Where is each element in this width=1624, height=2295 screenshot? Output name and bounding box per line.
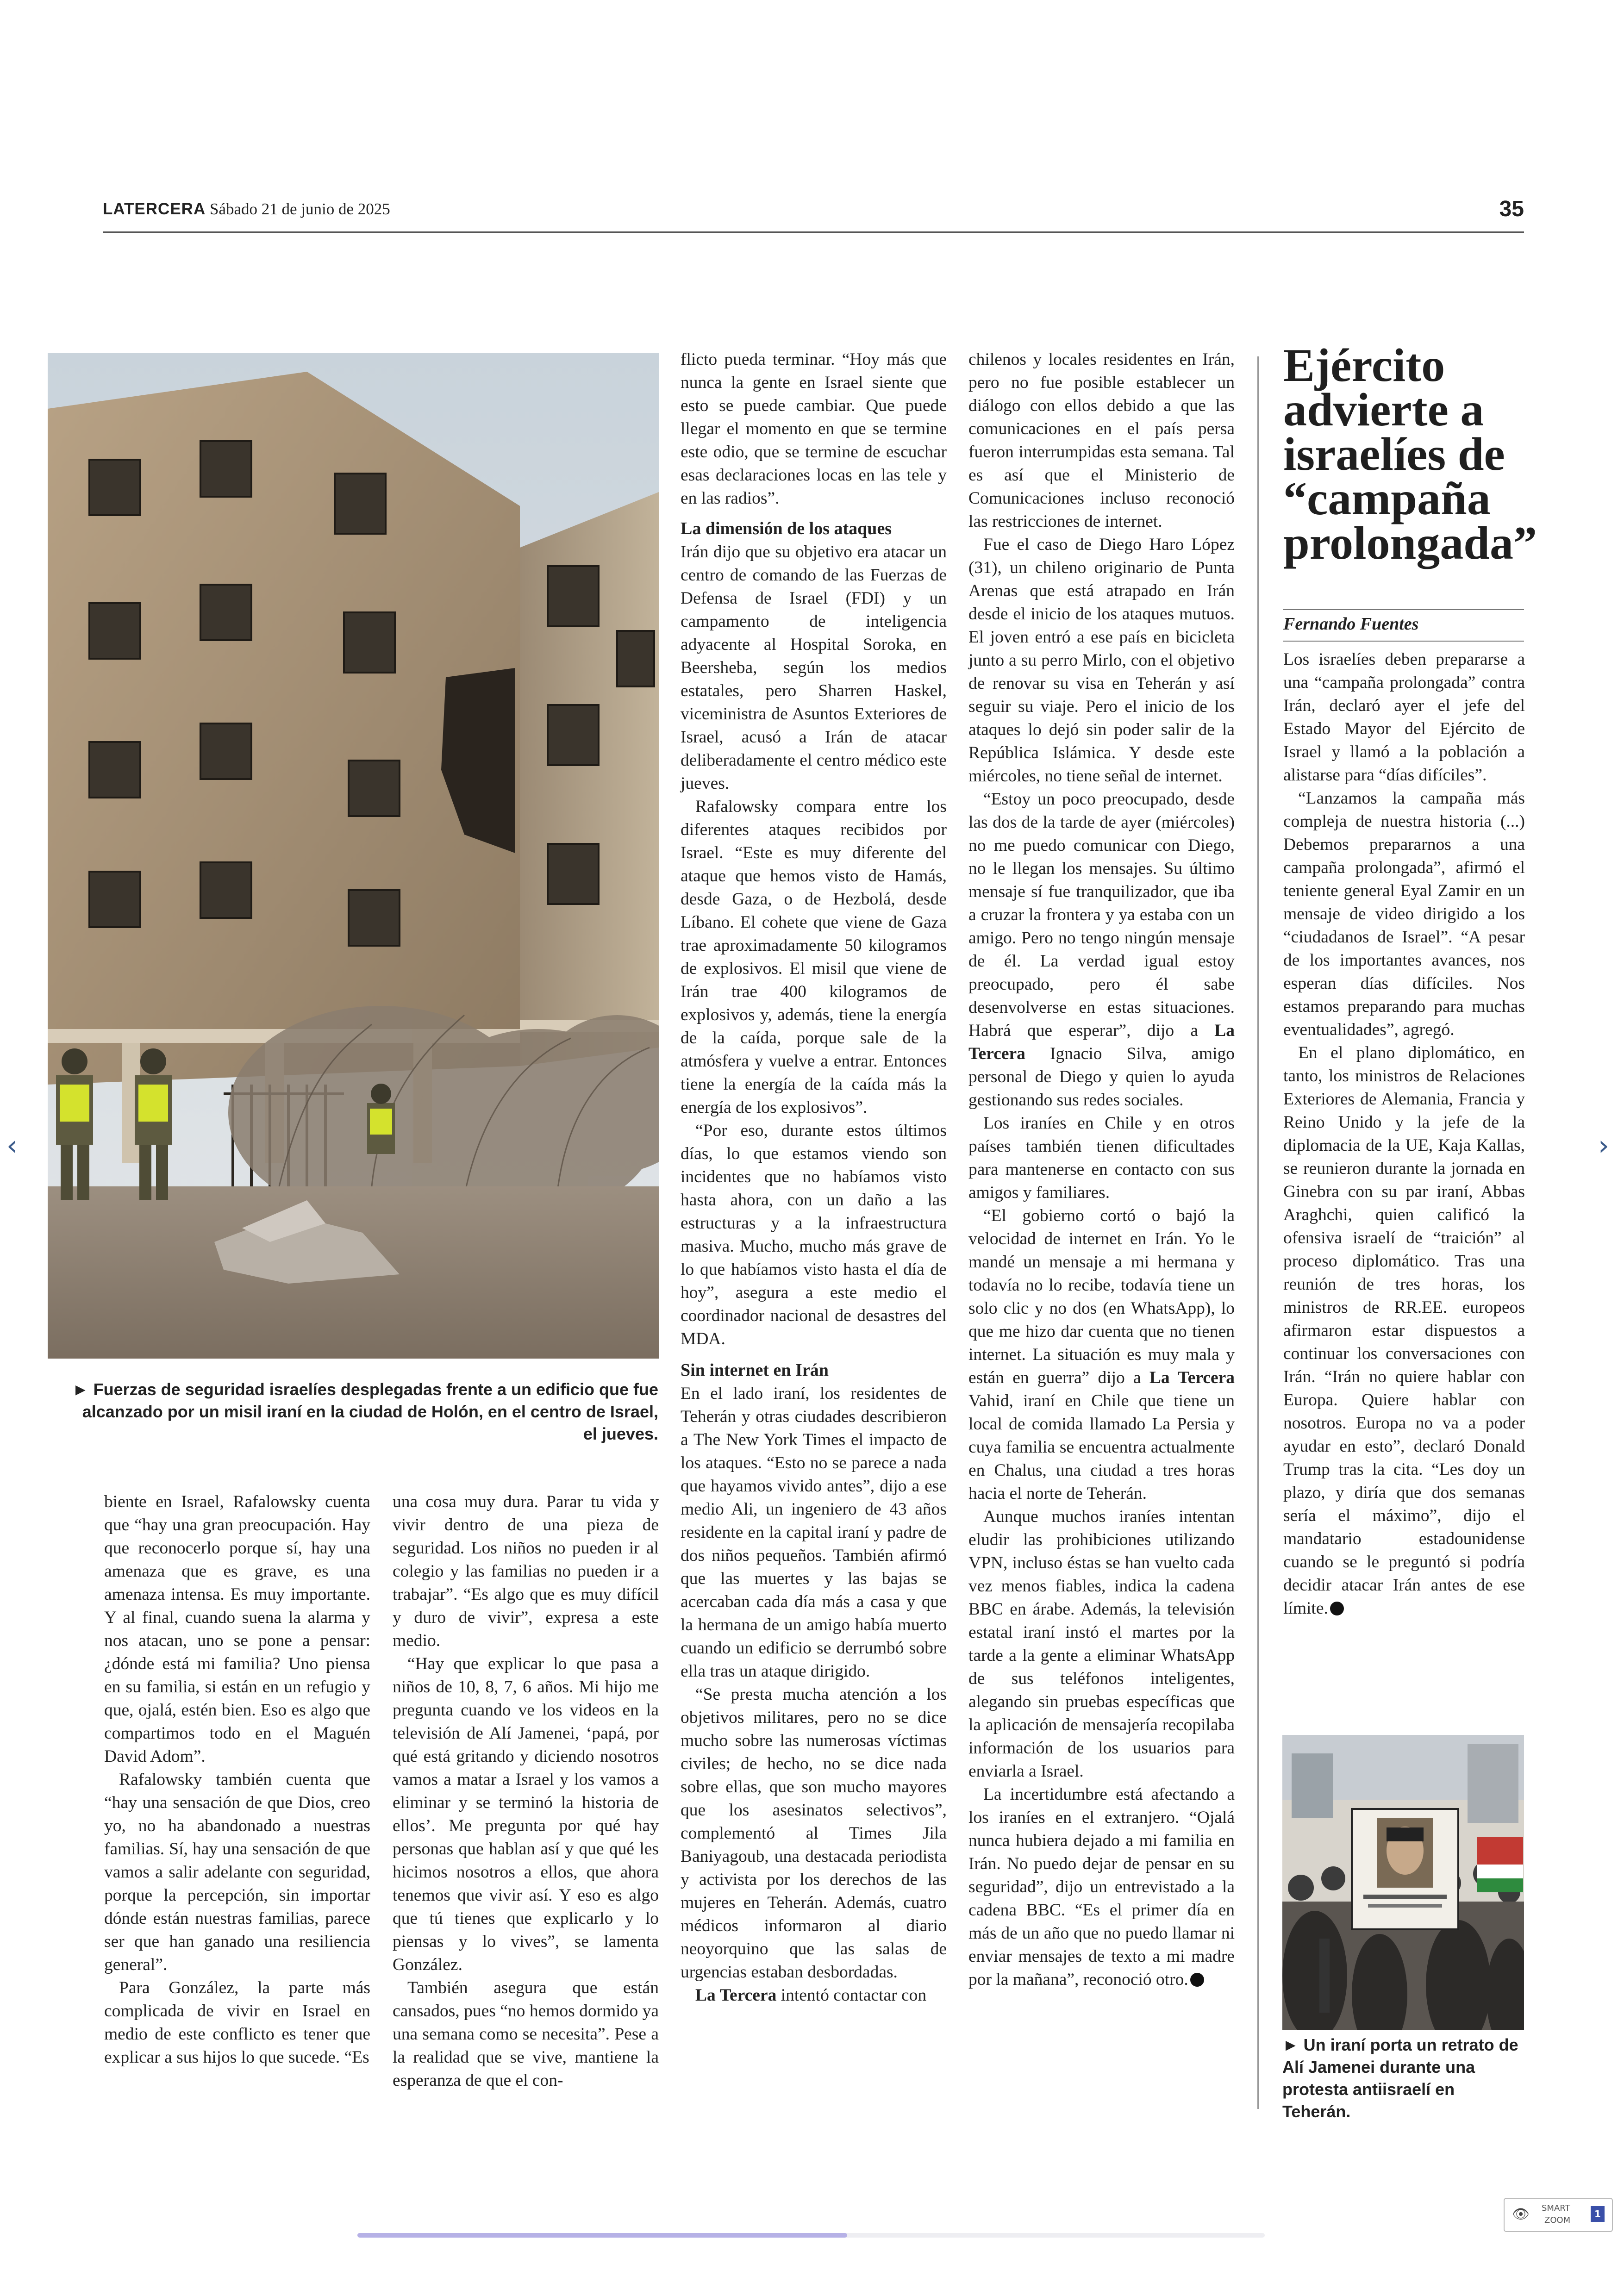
paragraph: Los iraníes en Chile y en otros países también tienen dificultades para mantenerse en contacto con sus amigos y familiares. xyxy=(968,1114,1235,1202)
paragraph: “Por eso, durante estos últimos días, lo que estamos viendo son incidentes que no habíamos visto hasta ahora, con un daño a las estructuras y a la infraestructura masiva. Mucho, mucho más grave de lo que habíamos visto hasta el día de hoy”, asegura a este medio el coordinador nacional de desastres del MDA. xyxy=(681,1121,947,1348)
paragraph: Rafalowsky compara entre los diferentes ataques recibidos por Israel. “Este es muy diferente del ataque que hemos visto de Hamás, desde Gaza, o de Hezbolá, desde Líbano. El cohete que viene de Gaza trae aproximadamente 50 kilogramos de explosivos. El misil que viene de Irán trae 400 kilogramos de explosivos y, además, tiene la energía de la caída, porque sale de la atmósfera y vuelve a entrar. Entonces tiene la energía de la caída más la energía de los explosivos”. xyxy=(681,797,947,1117)
paragraph: Los israelíes deben prepararse a una “campaña prolongada” contra Irán, declaró ayer el jefe del Estado Mayor del Ejército de Israel y llamó a la población a alistarse para “días difíciles”. xyxy=(1283,650,1525,785)
paragraph-text: Ignacio Silva, amigo personal de Diego y quien lo ayuda gestionando sus redes sociales. xyxy=(968,1044,1235,1110)
paragraph: “Hay que explicar lo que pasa a niños de 10, 8, 7, 6 años. Mi hijo me pregunta cuando ve los videos en la televisión de Alí Jamenei, ‘papá, por qué está gritando y diciendo nosotros vamos a matar a Israel y los vamos a eliminar y se terminó la historia de ellos’. Me pregunta por qué hay personas que hablan así y que qué les hicimos nosotros a ellos, que ahora tenemos que vivir así. Y eso es algo que tú tienes que explicarlo y lo piensas y lo vives”, se lamenta González. xyxy=(393,1654,659,1974)
reading-progress-fill xyxy=(357,2233,847,2238)
article-column-2 xyxy=(393,1491,659,2092)
byline-rule-bottom xyxy=(1283,641,1524,642)
paragraph-text: intentó contactar con xyxy=(776,1986,927,2005)
end-of-article-dot-icon xyxy=(1330,1602,1344,1615)
main-photo-damaged-building xyxy=(48,353,659,1359)
paragraph: También asegura que están cansados, pues “no hemos dormido ya una semana como se necesita”. Pese a la realidad que se vive, mantiene la esperanza de que el con- xyxy=(393,1978,659,2090)
issue-date: Sábado 21 de junio de 2025 xyxy=(209,200,390,218)
newspaper-name-inline: La Tercera xyxy=(968,1021,1235,1063)
paragraph-text: “Estoy un poco preocupado, desde las dos de la tarde de ayer (miércoles) no me puedo comunicar con Diego, no le llegan los mensajes. Su último mensaje sí fue tranquilizador, que iba a cruzar la frontera y ya estaba con un amigo. Pero no tengo ningún mensaje de él. La verdad igual estoy preocupado, pero él sabe desenvolverse en estas situaciones. Habrá que esperar”, dijo a xyxy=(968,790,1235,1040)
paragraph-text: En el plano diplomático, en tanto, los ministros de Relaciones Exteriores de Alemania, Francia y Reino Unido y la jefe de la diplomacia de la UE, Kaja Kallas, se reunieron durante la jornada en Ginebra con su par iraní, Abbas Araghchi, quien calificó la ofensiva israelí de “traición” al proceso diplomático. Tras una reunión de tres horas, los ministros de RR.EE. europeos afirmaron estar dispuestos a continuar los conversaciones con Irán. “Irán no quiere hablar con Europa. Quiere hablar con nosotros. Europa no va a poder ayudar en esto”, declaró Donald Trump tras la cita. “Les doy un plazo, y diría que dos semanas sería el máximo”, dijo el mandatario estadounidense cuando se le preguntó si podría decidir atacar Irán antes de ese límite. xyxy=(1283,1043,1525,1618)
paragraph xyxy=(968,788,1235,1112)
article-column-4 xyxy=(968,348,1235,1991)
paragraph: Fue el caso de Diego Haro López (31), un chileno originario de Punta Arenas que está atrapado en Irán desde el inicio de los ataques mutuos. El joven entró a ese país en bicicleta junto a su perro Mirlo, con el objetivo de renovar su visa en Teherán y así seguir su viaje. Pero el inicio de los ataques lo dejó sin poder salir de la República Islámica. Y desde este miércoles, no tiene señal de internet. xyxy=(968,535,1235,786)
eye-icon: 👁 xyxy=(1512,2206,1530,2222)
paragraph xyxy=(968,1783,1235,1991)
paragraph: Rafalowsky también cuenta que “hay una sensación de que Dios, creo yo, no ha abandonado a nuestras familias. Sí, hay una sensación de que vamos a salir adelante con seguridad, porque la percepción, sin importar dónde están nuestras familias, parece ser que han ganado una resiliencia general”. xyxy=(104,1770,370,1974)
sidebar-photo-protest xyxy=(1282,1735,1524,2030)
chevron-right-icon: › xyxy=(1598,1129,1609,1162)
sidebar-divider xyxy=(1257,356,1259,2109)
zoom-label-line-2: ZOOM xyxy=(1544,2215,1571,2225)
paragraph xyxy=(1283,1041,1525,1620)
sidebar-photo-caption: ► Un iraní porta un retrato de Alí Jamenei durante una protesta antiisraelí en Teherán. xyxy=(1282,2035,1518,2121)
end-of-article-dot-icon xyxy=(1190,1973,1204,1987)
article-column-3 xyxy=(681,348,947,2007)
paragraph: “Se presta mucha atención a los objetivos militares, pero no se dice mucho sobre las numerosas víctimas civiles; de hecho, no se dice nada sobre ellas, que son mucho mayores que los asesinatos selectivos”, complementó al Times Jila Baniyagoub, una destacada periodista y activista por los derechos de las mujeres en Teherán. Además, cuatro médicos informaron al diario neoyorquino que las salas de urgencias estaban desbordadas. xyxy=(681,1685,947,1982)
paragraph: Aunque muchos iraníes intentan eludir las prohibiciones utilizando VPN, incluso éstas se han vuelto cada vez menos fiables, indica la cadena BBC en árabe. Además, la televisión estatal iraní instó el martes por la tarde a la gente a eliminar WhatsApp de sus teléfonos inteligentes, alegando sin pruebas específicas que la aplicación de mensajería recopilaba información de los usuarios para enviarla a Israel. xyxy=(968,1507,1235,1781)
page-number: 35 xyxy=(1499,197,1524,221)
paragraph xyxy=(681,1984,947,2007)
paragraph-text: La incertidumbre está afectando a los iraníes en el extranjero. “Ojalá nunca hubiera dejado a mi familia en Irán. No puedo dejar de pensar en su seguridad”, dijo un entrevistado a la cadena BBC. “Es el primer día en más de un año que no puedo llamar ni enviar mensajes de texto a mi madre por la mañana”, reconoció otro. xyxy=(968,1785,1235,1989)
newspaper-brand: LATERCERA xyxy=(103,200,206,218)
paragraph: biente en Israel, Rafalowsky cuenta que “hay una gran preocupación. Hay que reconocerlo porque sí, hay una amenaza que es grave, es una amenaza intensa. Es muy importante. Y al final, cuando suena la alarma y nos atacan, uno se pone a pensar: ¿dónde está mi familia? Uno piensa en su familia, si están en un refugio y que, ojalá, estén bien. Eso es algo que compartimos todo en el Maguén David Adom”. xyxy=(104,1492,370,1766)
sidebar-byline: Fernando Fuentes xyxy=(1283,614,1419,634)
smart-zoom-button[interactable] xyxy=(1504,2198,1613,2232)
paragraph: flicto pueda terminar. “Hoy más que nunca la gente en Israel siente que esto se puede cambiar. Que puede llegar el momento en que se termine este odio, que se termine de escuchar esas declaraciones locas en las tele y en las radios”. xyxy=(681,350,947,508)
article-column-1 xyxy=(104,1491,370,2069)
header-divider xyxy=(103,231,1524,233)
zoom-level-badge: 1 xyxy=(1591,2206,1605,2222)
paragraph-text: “El gobierno cortó o bajó la velocidad de internet en Irán. Yo le mandé un mensaje a mi hermana y todavía no lo recibe, todavía tiene un solo clic y no dos (en WhatsApp), lo que me hizo dar cuenta que no tienen internet. La situación es muy mala y están en guerra” dijo a xyxy=(968,1206,1235,1387)
next-page-button[interactable] xyxy=(1598,1129,1609,1162)
sidebar-headline: Ejército advierte a israelíes de “campaña prolongada” xyxy=(1283,339,1537,569)
sidebar-body xyxy=(1283,648,1525,1620)
paragraph: Irán dijo que su objetivo era atacar un centro de comando de las Fuerzas de Defensa de Israel (FDI) y un campamento de inteligencia adyacente al Hospital Soroka, en Beersheba, según los medios estatales, pero Sharren Haskel, viceministra de Asuntos Exteriores de Israel, acusó a Irán de atacar deliberadamente el centro médico este jueves. xyxy=(681,543,947,793)
chevron-left-icon: ‹ xyxy=(6,1129,18,1162)
paragraph: Para González, la parte más complicada de vivir en Israel en medio de este conflicto es tener que explicar a sus hijos lo que sucede. “Es xyxy=(104,1978,370,2067)
section-heading-ataques: La dimensión de los ataques xyxy=(681,519,892,538)
zoom-label-line-1: SMART xyxy=(1542,2203,1570,2213)
byline-rule-top xyxy=(1283,609,1524,610)
prev-page-button[interactable] xyxy=(6,1129,18,1162)
main-photo-caption: ► Fuerzas de seguridad israelíes desplegadas frente a un edificio que fue alcanzado por un misil iraní en la ciudad de Holón, en el centro de Israel, el jueves. xyxy=(72,1380,658,1443)
paragraph: una cosa muy dura. Parar tu vida y vivir dentro de una pieza de seguridad. Los niños no pueden ir al colegio y las familias no pueden ir a trabajar”. “Es algo que es muy difícil y duro de vivir”, expresa a este medio. xyxy=(393,1492,659,1650)
paragraph-text: Vahid, iraní en Chile que tiene un local de comida llamado La Persia y cuya familia se encuentra actualmente en Chalus, una ciudad a tres horas hacia el norte de Teherán. xyxy=(968,1391,1235,1503)
page-header-left xyxy=(103,200,390,218)
paragraph xyxy=(968,1204,1235,1505)
paragraph: chilenos y locales residentes en Irán, pero no fue posible establecer un diálogo con ellos debido a que las comunicaciones en el país persa fueron interrumpidas esta semana. Tal es así que el Ministerio de Comunicaciones incluso reconoció las restricciones de internet. xyxy=(968,350,1235,531)
section-heading-internet: Sin internet en Irán xyxy=(681,1360,829,1380)
paragraph: “Lanzamos la campaña más compleja de nuestra historia (...) Debemos prepararnos a una campaña prolongada”, afirmó el teniente general Eyal Zamir en un mensaje de video dirigido a los “ciudadanos de Israel”. “A pesar de los importantes avances, nos esperan días difíciles. Nos estamos preparando para muchas eventualidades”, agregó. xyxy=(1283,789,1525,1039)
paragraph: En el lado iraní, los residentes de Teherán y otras ciudades describieron a The New York Times el impacto de los ataques. “Esto no se parece a nada que hayamos vivido antes”, dijo a ese medio Ali, un ingeniero de 43 años residente en la capital iraní y padre de dos niños pequeños. También afirmó que las muertes y las bajas se acercaban cada día más a casa y que la hermana de un amigo había muerto cuando un edificio se derrumbó sobre ella tras un ataque dirigido. xyxy=(681,1384,947,1681)
newspaper-name-inline: La Tercera xyxy=(695,1986,777,2005)
newspaper-name-inline: La Tercera xyxy=(1149,1368,1235,1387)
